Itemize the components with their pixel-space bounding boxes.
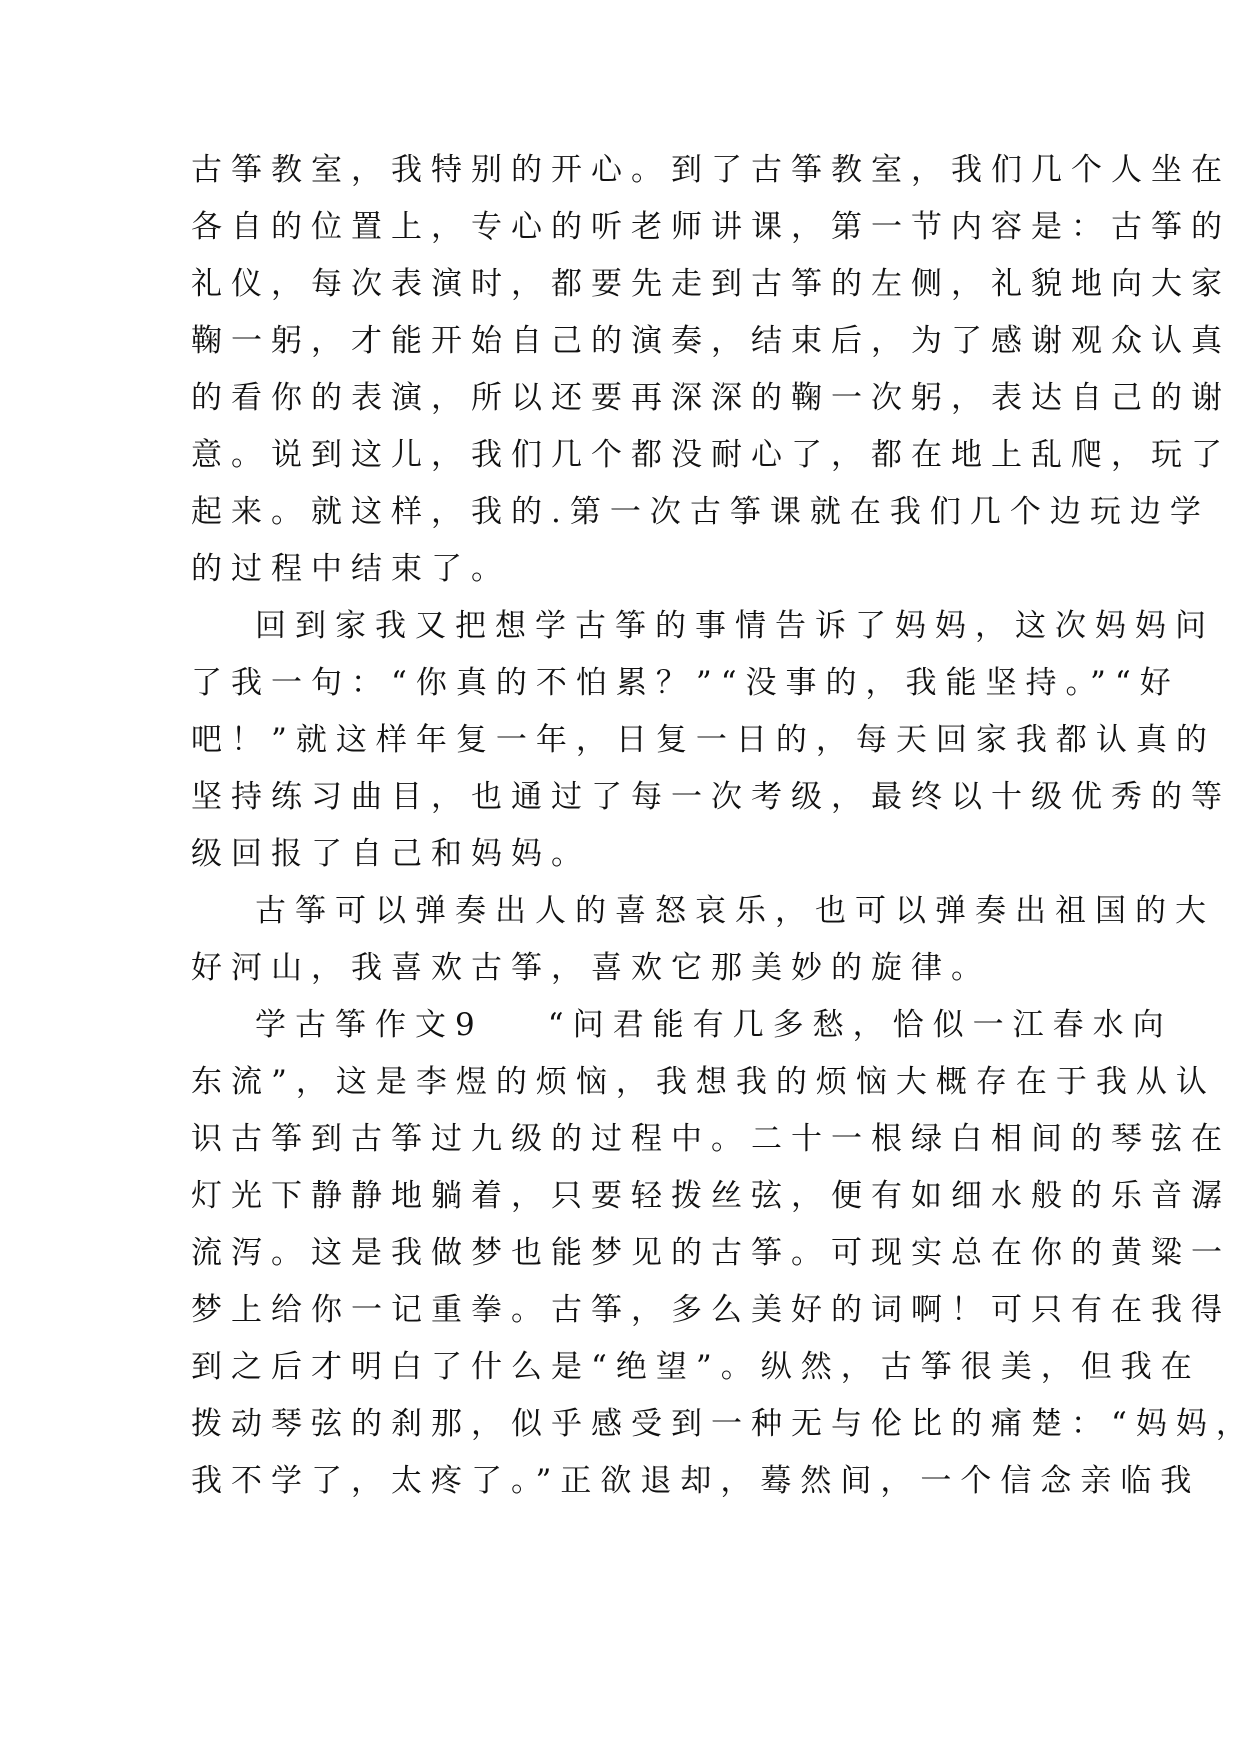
section-heading-line (255, 995, 1173, 1055)
text-line: 了我一句：“你真的不怕累？”“没事的，我能坚持。”“好 (191, 665, 1180, 701)
text-line: 到之后才明白了什么是“绝望”。纵然，古筝很美，但我在 (191, 1349, 1201, 1385)
text-line: 意。说到这儿，我们几个都没耐心了，都在地上乱爬，玩了 (191, 437, 1231, 473)
text-line: 灯光下静静地躺着，只要轻拨丝弦，便有如细水般的乐音潺 (191, 1178, 1231, 1214)
text-line: “问君能有几多愁，恰似一江春水向 (547, 1007, 1173, 1043)
text-line: 识古筝到古筝过九级的过程中。二十一根绿白相间的琴弦在 (191, 1121, 1231, 1157)
paragraph-start-line: 古筝可以弹奏出人的喜怒哀乐，也可以弹奏出祖国的大 (255, 893, 1215, 929)
text-line: 梦上给你一记重拳。古筝，多么美好的词啊！可只有在我得 (191, 1292, 1231, 1328)
text-line: 的过程中结束了。 (191, 551, 511, 587)
text-line: 礼仪，每次表演时，都要先走到古筝的左侧，礼貌地向大家 (191, 266, 1231, 302)
text-line: 吧！”就这样年复一年，日复一日的，每天回家我都认真的 (191, 722, 1216, 758)
text-line: 各自的位置上，专心的听老师讲课，第一节内容是：古筝的 (191, 209, 1231, 245)
text-line: 流泻。这是我做梦也能梦见的古筝。可现实总在你的黄粱一 (191, 1235, 1231, 1271)
text-line: 拨动琴弦的刹那，似乎感受到一种无与伦比的痛楚：“妈妈， (191, 1406, 1256, 1442)
text-line: 我不学了，太疼了。”正欲退却，蓦然间，一个信念亲临我 (191, 1463, 1201, 1499)
section-heading: 学古筝作文9 (255, 1007, 484, 1043)
text-line: 鞠一躬，才能开始自己的演奏，结束后，为了感谢观众认真 (191, 323, 1231, 359)
text-line: 的看你的表演，所以还要再深深的鞠一次躬，表达自己的谢 (191, 380, 1231, 416)
text-line: 级回报了自己和妈妈。 (191, 836, 591, 872)
text-line: 古筝教室，我特别的开心。到了古筝教室，我们几个人坐在 (191, 152, 1231, 188)
paragraph-start-line: 回到家我又把想学古筝的事情告诉了妈妈，这次妈妈问 (255, 608, 1215, 644)
text-line: 坚持练习曲目，也通过了每一次考级，最终以十级优秀的等 (191, 779, 1231, 815)
text-line: 好河山，我喜欢古筝，喜欢它那美妙的旋律。 (191, 950, 991, 986)
text-line: 东流”，这是李煜的烦恼，我想我的烦恼大概存在于我从认 (191, 1064, 1216, 1100)
text-line: 起来。就这样，我的.第一次古筝课就在我们几个边玩边学 (191, 494, 1210, 530)
